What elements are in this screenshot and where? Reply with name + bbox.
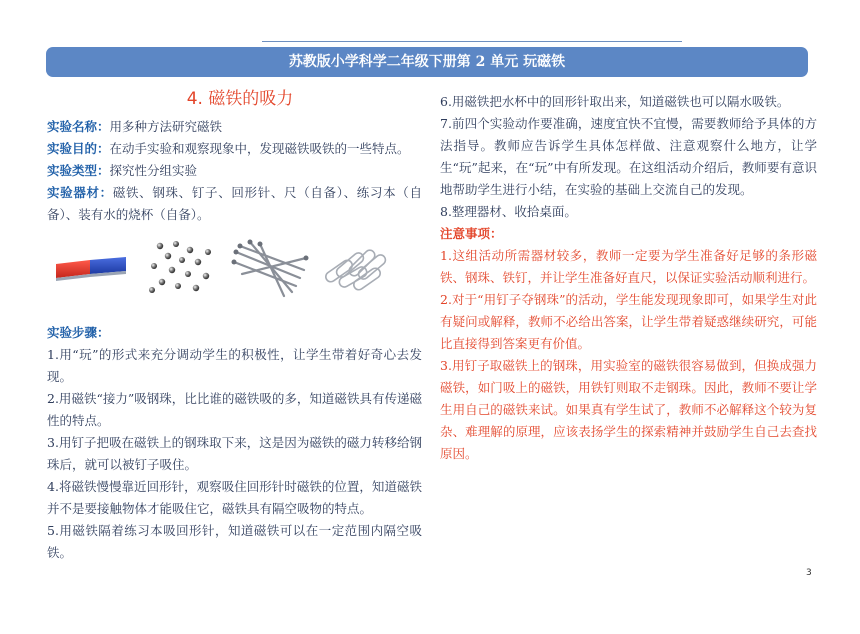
note-1: 1.这组活动所需器材较多，教师一定要为学生准备好足够的条形磁铁、钢珠、铁钉，并让学生准备好直尺，以保证实验活动顺利进行。 [440, 248, 817, 285]
step-4: 4.将磁铁慢慢靠近回形针，观察吸住回形针时磁铁的位置，知道磁铁并不是要接触物体才能吸住它，磁铁具有隔空吸物的特点。 [47, 479, 422, 516]
steps-left [47, 322, 422, 564]
name-value: 用多种方法研究磁铁 [109, 119, 223, 134]
step-1: 1.用“玩”的形式来充分调动学生的积极性，让学生带着好奇心去发现。 [47, 347, 422, 384]
info-type [47, 160, 422, 182]
lesson-info [47, 116, 422, 226]
steps-right [440, 91, 817, 465]
header-rule [262, 41, 682, 42]
info-materials [47, 182, 422, 226]
steel-balls-image [146, 238, 218, 298]
info-name [47, 116, 422, 138]
type-label: 实验类型： [47, 163, 110, 178]
lesson-title: 4. 磁铁的吸力 [186, 89, 294, 109]
note-2: 2.对于“用钉子夺钢珠”的活动，学生能发现现象即可，如果学生对此有疑问或解释，教师不必给出答案，让学生带着疑惑继续研究，可能比直接得到答案更有价值。 [440, 292, 817, 351]
step-6: 6.用磁铁把水杯中的回形针取出来，知道磁铁也可以隔水吸铁。 [440, 94, 790, 109]
steps-label: 实验步骤： [47, 325, 110, 340]
note-3: 3.用钉子取磁铁上的钢珠，用实验室的磁铁很容易做到，但换成强力磁铁，如门吸上的磁铁，用铁钉则取不走钢珠。因此，教师不要让学生用自己的磁铁来试。如果真有学生试了，教师不必解释这个较为复杂、难理解的原理，应该表扬学生的探索精神并鼓励学生自己去查找原因。 [440, 358, 817, 461]
paper-clips-image [318, 238, 398, 298]
materials-label: 实验器材： [47, 185, 113, 200]
step-7: 7.前四个实验动作要准确，速度宜快不宜慢，需要教师给予具体的方法指导。教师应告诉学生具体怎样做、注意观察什么地方，让学生“玩”起来，在“玩”中有所发现。在这组活动介绍后，教师要有意识地帮助学生进行小结，在实验的基础上交流自己的发现。 [440, 116, 817, 197]
materials-value: 磁铁、钢珠、钉子、回形针、尺（自备）、练习本（自备）、装有水的烧杯（自备）。 [47, 185, 422, 222]
materials-images [50, 232, 420, 304]
page-number: 3 [806, 568, 812, 578]
name-label: 实验名称： [47, 119, 110, 134]
bar-magnet-image [50, 254, 132, 284]
notes-label: 注意事项： [440, 226, 503, 241]
nails-image [230, 238, 310, 298]
step-5: 5.用磁铁隔着练习本吸回形针，知道磁铁可以在一定范围内隔空吸铁。 [47, 523, 422, 560]
unit-banner: 苏教版小学科学二年级下册第 2 单元 玩磁铁 [46, 47, 808, 77]
step-8: 8.整理器材、收拾桌面。 [440, 204, 577, 219]
goal-value: 在动手实验和观察现象中，发现磁铁吸铁的一些特点。 [109, 141, 410, 156]
goal-label: 实验目的： [47, 141, 110, 156]
type-value: 探究性分组实验 [109, 163, 198, 178]
step-3: 3.用钉子把吸在磁铁上的钢珠取下来，这是因为磁铁的磁力转移给钢珠后，就可以被钉子吸住。 [47, 435, 422, 472]
step-2: 2.用磁铁“接力”吸钢珠，比比谁的磁铁吸的多，知道磁铁具有传递磁性的特点。 [47, 391, 422, 428]
info-goal [47, 138, 422, 160]
